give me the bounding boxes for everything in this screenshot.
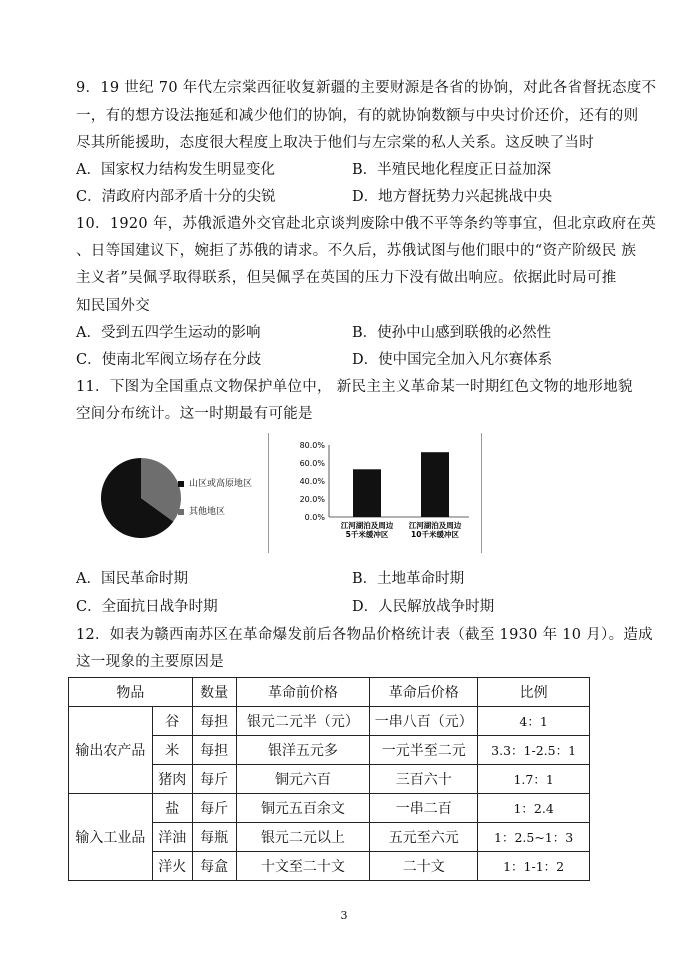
table-cell-price-before: 银元二元半（元） <box>236 707 370 736</box>
q9-line-3: 尽其所能援助，态度很大程度上取决于他们与左宗棠的私人关系。这反映了当时 <box>76 135 594 151</box>
q12-line-1: 12．如表为赣西南苏区在革命爆发前后各物品价格统计表（截至 1930 年 10 月）。造成 <box>76 627 653 643</box>
q10-option-b[interactable]: B．使孙中山感到联俄的必然性 <box>352 325 552 341</box>
q9-option-c[interactable]: C．清政府内部矛盾十分的尖锐 <box>76 189 276 205</box>
table-cell-item: 猪肉 <box>152 765 192 794</box>
table-cell-ratio: 1.7：1 <box>478 765 590 794</box>
table-cell-price-after: 三百六十 <box>370 765 478 794</box>
table-cell-price-after: 二十文 <box>370 852 478 881</box>
y-tick-label: 80.0% <box>299 441 325 450</box>
page-number: 3 <box>340 909 348 922</box>
table-cell-price-after: 五元至六元 <box>370 823 478 852</box>
table-cell-ratio: 1：1-1：2 <box>478 852 590 881</box>
q11-line-2: 空间分布统计。这一时期最有可能是 <box>76 406 313 422</box>
bar-chart-figure <box>268 433 482 553</box>
table-cell-price-before: 十文至二十文 <box>236 852 370 881</box>
q10-line-2: 、日等国建议下，婉拒了苏俄的请求。不久后，苏俄试图与他们眼中的“资产阶级民 族 <box>76 243 637 259</box>
q11-option-d[interactable]: D．人民解放战争时期 <box>352 599 495 615</box>
table-cell-price-before: 银元二元以上 <box>236 823 370 852</box>
q9-line-1: 9．19 世纪 70 年代左宗棠西征收复新疆的主要财源是各省的协饷，对此各省督抚态度不 <box>76 80 657 96</box>
table-cell-quantity: 每斤 <box>192 794 236 823</box>
table-cell-item: 谷 <box>152 707 192 736</box>
table-cell-ratio: 3.3：1-2.5：1 <box>478 736 590 765</box>
q9-option-b[interactable]: B．半殖民地化程度正日益加深 <box>352 162 552 178</box>
pie-legend-label-2: 其他地区 <box>189 507 226 517</box>
header-ratio: 比例 <box>478 678 590 707</box>
y-tick-label: 0.0% <box>304 513 325 522</box>
q12-line-2: 这一现象的主要原因是 <box>76 654 224 670</box>
header-quantity: 数量 <box>192 678 236 707</box>
pie-legend-label-1: 山区或高原地区 <box>189 479 253 489</box>
legend-swatch-1 <box>178 481 184 487</box>
table-cell-price-before: 铜元五百余文 <box>236 794 370 823</box>
table-cell-price-before: 铜元六百 <box>236 765 370 794</box>
bar-chart-svg <box>269 433 481 553</box>
table-cell-ratio: 1：2.4 <box>478 794 590 823</box>
table-cell-quantity: 每斤 <box>192 765 236 794</box>
table-cell-quantity: 每瓶 <box>192 823 236 852</box>
table-cell-price-after: 一串二百 <box>370 794 478 823</box>
q10-line-1: 10．1920 年，苏俄派遣外交官赴北京谈判废除中俄不平等条约等事宜，但北京政府在英 <box>76 216 657 232</box>
q9-line-2: 一，有的想方设法拖延和减少他们的协饷，有的就协饷数额与中央讨价还价，还有的则 <box>76 108 639 124</box>
x-category-label: 江河湖泊及周边 <box>408 521 462 530</box>
x-category-label: 江河湖泊及周边 <box>340 521 394 530</box>
pie-legend-item-1 <box>178 476 252 489</box>
bar-1 <box>353 469 381 517</box>
table-cell-item: 米 <box>152 736 192 765</box>
group-label-export: 输出农产品 <box>69 707 153 794</box>
table-cell-item: 洋油 <box>152 823 192 852</box>
header-price-after: 革命后价格 <box>370 678 478 707</box>
table-cell-item: 洋火 <box>152 852 192 881</box>
header-price-before: 革命前价格 <box>236 678 370 707</box>
q9-option-d[interactable]: D．地方督抚势力兴起挑战中央 <box>352 189 553 205</box>
bar-2 <box>421 452 449 517</box>
table-cell-ratio: 4：1 <box>478 707 590 736</box>
table-cell-quantity: 每盒 <box>192 852 236 881</box>
price-table <box>68 677 590 881</box>
table-cell-price-before: 银洋五元多 <box>236 736 370 765</box>
q11-option-b[interactable]: B．土地革命时期 <box>352 571 465 587</box>
table-header-row <box>69 678 590 707</box>
group-label-import: 输入工业品 <box>69 794 153 881</box>
x-category-label: 10千米缓冲区 <box>411 530 459 539</box>
q10-option-d[interactable]: D．使中国完全加入凡尔赛体系 <box>352 352 553 368</box>
table-cell-ratio: 1：2.5~1：3 <box>478 823 590 852</box>
table-row <box>69 707 590 736</box>
q11-option-a[interactable]: A．国民革命时期 <box>76 571 188 587</box>
table-cell-price-after: 一元半至二元 <box>370 736 478 765</box>
q10-option-c[interactable]: C．使南北军阀立场存在分歧 <box>76 352 262 368</box>
y-tick-label: 60.0% <box>299 459 325 468</box>
q10-line-4: 知民国外交 <box>76 298 150 314</box>
pie-chart-figure <box>96 448 276 548</box>
q10-line-3: 主义者”吴佩孚取得联系，但吴佩孚在英国的压力下没有做出响应。依据此时局可推 <box>76 270 617 286</box>
table-row <box>69 794 590 823</box>
q11-line-1: 11．下图为全国重点文物保护单位中， 新民主主义革命某一时期红色文物的地形地貌 <box>76 379 633 395</box>
table-cell-quantity: 每担 <box>192 736 236 765</box>
legend-swatch-2 <box>178 509 184 515</box>
y-tick-label: 40.0% <box>299 477 325 486</box>
q9-option-a[interactable]: A．国家权力结构发生明显变化 <box>76 162 275 178</box>
pie-legend-item-2 <box>178 504 225 517</box>
q11-option-c[interactable]: C．全面抗日战争时期 <box>76 599 218 615</box>
table-cell-item: 盐 <box>152 794 192 823</box>
header-item: 物品 <box>69 678 193 707</box>
table-cell-price-after: 一串八百（元） <box>370 707 478 736</box>
table-cell-quantity: 每担 <box>192 707 236 736</box>
q10-option-a[interactable]: A．受到五四学生运动的影响 <box>76 325 261 341</box>
pie-chart-svg <box>96 448 186 548</box>
x-category-label: 5千米缓冲区 <box>345 530 389 539</box>
y-tick-label: 20.0% <box>299 495 325 504</box>
